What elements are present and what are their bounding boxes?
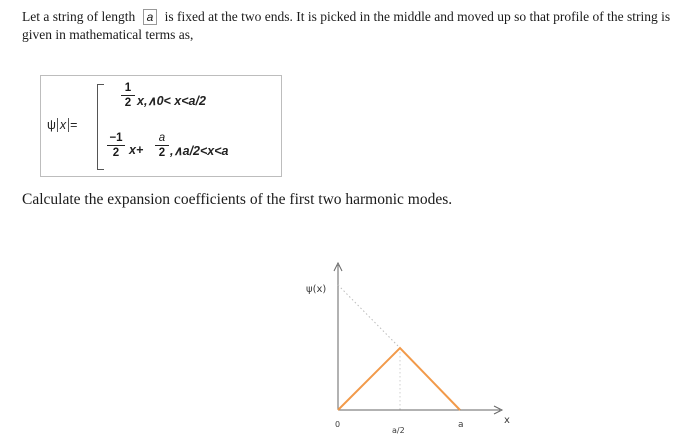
intro-paragraph	[22, 8, 682, 44]
intro-text-end: is fixed at the two ends. It is picked in the middle and moved up so that profile of the string is given in mathematical terms as,	[22, 9, 671, 42]
dotted-guide-line	[338, 285, 400, 348]
left-brace	[97, 84, 104, 170]
case2-domain: ,∧a/2<x<a	[170, 144, 229, 158]
case2-constant: $\frac{a}{2}$	[155, 132, 169, 159]
piecewise-formula	[40, 75, 282, 177]
psi-symbol: ψ	[47, 118, 56, 132]
intro-text-start: Let a string of length	[22, 9, 136, 24]
case2-coefficient: $\frac{-1}{2}$	[107, 132, 125, 159]
case1-coefficient: $\frac{1}{2}$	[121, 82, 135, 109]
case2-x-term: x+	[129, 143, 144, 157]
y-axis-label: ψ(x)	[306, 284, 327, 295]
length-variable: a	[143, 9, 158, 25]
formula-lhs	[47, 118, 77, 132]
case1-expression: x,∧0< x<a/2	[137, 94, 206, 108]
equals-sign: =	[70, 118, 78, 132]
psi-argument: x	[57, 118, 69, 132]
string-profile-graph	[290, 255, 530, 435]
midpoint-label: a/2	[392, 426, 405, 435]
endpoint-label: a	[458, 420, 464, 430]
x-axis-label: x	[504, 415, 510, 426]
triangle-profile	[338, 348, 460, 410]
question-text: Calculate the expansion coefficients of the first two harmonic modes.	[22, 191, 453, 208]
origin-label: 0	[335, 420, 341, 429]
